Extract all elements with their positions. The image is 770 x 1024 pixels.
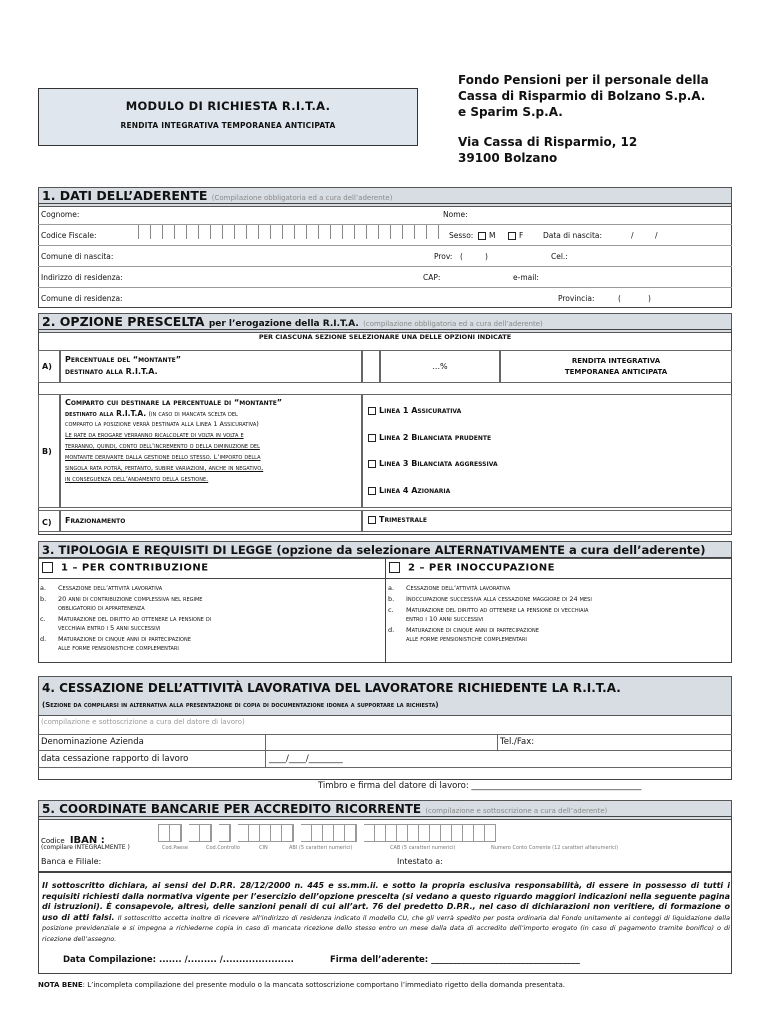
declaration-text <box>42 881 730 944</box>
iban-char-box[interactable] <box>238 824 249 842</box>
right-requirement-b <box>388 595 728 604</box>
fund-info <box>458 72 709 166</box>
left-requirement-key: d. <box>40 635 47 643</box>
trimestrale-label: Trimestrale <box>379 515 427 524</box>
row-a-spacer <box>362 350 380 383</box>
row-b-label: B) <box>42 447 52 456</box>
comune-residenza-row[interactable] <box>38 288 732 308</box>
iban-char-box[interactable] <box>271 824 282 842</box>
left-requirement-key: b. <box>40 595 47 603</box>
iban-group-gap <box>181 824 189 842</box>
linea2-option[interactable] <box>368 433 491 442</box>
contribuzione-requirements <box>40 584 380 655</box>
right-requirement-line2: entro i 10 anni successivi <box>406 615 484 623</box>
right-requirement-key: d. <box>388 626 395 634</box>
iban-group-gap <box>356 824 364 842</box>
iban-label: IBAN : <box>69 835 105 846</box>
comune-nascita-label: Comune di nascita: <box>41 252 114 261</box>
indirizzo-label: Indirizzo di residenza: <box>41 273 123 282</box>
right-requirement-line1: Cessazione dell’attività lavorativa <box>406 584 511 592</box>
row-b-text-cell <box>60 394 362 508</box>
section2-title-tail: per l’erogazione della R.I.T.A. <box>208 319 359 329</box>
row-a-text1: Percentuale del “montante” <box>65 355 182 364</box>
row-a-right1: RENDITA INTEGRATIVA <box>571 357 661 365</box>
row-c-label-cell <box>38 510 60 532</box>
left-requirement-line2: vecchiaia entro i 5 anni successivi <box>58 624 161 632</box>
row-a-label-cell <box>38 350 60 383</box>
percent-value: ...% <box>432 362 448 371</box>
sesso-f-checkbox[interactable] <box>508 232 516 240</box>
row-a-right2: TEMPORANEA ANTICIPATA <box>564 368 668 376</box>
row-b-text5: singola rata potrà, pertanto, subire variazioni, anche in negativo, <box>65 464 264 472</box>
cod-paese-caption: Cod.Paese <box>162 845 188 851</box>
left-requirement-d <box>40 635 380 653</box>
email-label: e-mail: <box>513 273 539 282</box>
right-requirement-line1: Maturazione del diritto ad ottenere la pensione di vecchiaia <box>406 606 589 614</box>
iban-char-box[interactable] <box>375 824 386 842</box>
right-requirement-c <box>388 606 728 624</box>
right-requirement-d <box>388 626 728 644</box>
sesso-f-option[interactable] <box>508 231 523 240</box>
iban-char-box[interactable] <box>189 824 200 842</box>
cel-label: Cel.: <box>551 252 568 261</box>
row-b-head1: Comparto cui destinare la percentuale di “montante” <box>65 398 283 407</box>
left-requirement-text <box>58 595 202 613</box>
firma-aderente[interactable]: Firma dell’aderente: ___________________________________ <box>330 955 580 965</box>
iban-char-box[interactable] <box>386 824 397 842</box>
iban-char-box[interactable] <box>397 824 408 842</box>
sesso-m-option[interactable] <box>478 231 495 240</box>
comune-nascita-row[interactable] <box>38 246 732 267</box>
right-requirement-text <box>406 626 539 644</box>
row-a-right-cell <box>500 350 732 383</box>
iban-char-box[interactable] <box>419 824 430 842</box>
left-requirement-line1: Maturazione di cinque anni di partecipazione <box>58 635 191 643</box>
indirizzo-row[interactable] <box>38 267 732 288</box>
intestato-label[interactable]: Intestato a: <box>397 857 443 866</box>
section4-header <box>38 676 732 716</box>
inoccupazione-label: 2 – PER INOCCUPAZIONE <box>408 562 555 574</box>
cognome-row[interactable] <box>38 205 732 225</box>
iban-char-box[interactable] <box>249 824 260 842</box>
form-subtitle: RENDITA INTEGRATIVA TEMPORANEA ANTICIPATA <box>120 121 336 130</box>
section3-title: 3. TIPOLOGIA E REQUISITI DI LEGGE (opzione da selezionare ALTERNATIVAMENTE a cura dell’aderente) <box>42 543 706 557</box>
section5-title: 5. COORDINATE BANCARIE PER ACCREDITO RICORRENTE <box>42 802 422 816</box>
form-title-box <box>38 88 418 146</box>
left-requirement-b <box>40 595 380 613</box>
iban-char-box[interactable] <box>219 824 230 842</box>
linea1-checkbox[interactable] <box>368 407 376 415</box>
inoccupazione-requirements <box>388 584 728 646</box>
nota-bene-text: : L’incompleta compilazione del presente modulo o la mancata sottoscrizione comportano l’immediato rigetto della domanda presentata. <box>82 981 566 989</box>
fund-address-line1: Via Cassa di Risparmio, 12 <box>458 135 638 149</box>
tel-fax-label: Tel./Fax: <box>500 737 535 747</box>
linea3-option[interactable] <box>368 459 498 468</box>
codice-label: Codice <box>41 837 65 845</box>
linea3-checkbox[interactable] <box>368 460 376 468</box>
row-b-text6: in conseguenza dell’andamento della gestione. <box>65 475 209 483</box>
provincia-paren-close: ) <box>648 294 651 303</box>
conto-caption: Numero Conto Corrente (12 caratteri alfanumerici) <box>491 845 619 851</box>
trimestrale-option[interactable] <box>368 515 427 524</box>
left-requirement-a <box>40 584 380 593</box>
left-requirement-line1: 20 anni di contribuzione complessiva nel regime <box>58 595 203 603</box>
data-compilazione[interactable]: Data Compilazione: ....... /......... /...................... <box>63 955 294 965</box>
linea4-checkbox[interactable] <box>368 487 376 495</box>
iban-char-box[interactable] <box>345 824 356 842</box>
sesso-f-label: F <box>519 231 524 240</box>
date-slash-2: / <box>655 231 658 240</box>
provincia-paren-open: ( <box>618 294 621 303</box>
linea1-label: Linea 1 Assicurativa <box>379 406 462 415</box>
data-cessazione-input[interactable]: ____/____/________ <box>269 754 343 764</box>
left-requirement-line2: alle forme pensionistiche complementari <box>58 644 179 652</box>
iban-char-box[interactable] <box>408 824 419 842</box>
iban-char-box[interactable] <box>452 824 463 842</box>
nome-label: Nome: <box>443 210 468 219</box>
row-b-label-cell <box>38 394 60 508</box>
left-requirement-line1: Maturazione del diritto ad ottenere la pensione di <box>58 615 212 623</box>
timbro-firma-datore[interactable]: Timbro e firma del datore di lavoro: ________________________________________ <box>318 781 642 791</box>
linea4-option[interactable] <box>368 486 450 495</box>
fund-address-line2: 39100 Bolzano <box>458 151 558 165</box>
row-b-text2: Le rate da erogare verranno ricalcolate di volta in volta e <box>65 431 244 439</box>
row-a-text-cell <box>60 350 362 383</box>
right-requirement-key: b. <box>388 595 395 603</box>
data-nascita-label: Data di nascita: <box>543 231 603 240</box>
cin-caption: CIN <box>259 845 268 851</box>
cod-controllo-caption: Cod.Controllo <box>206 845 240 851</box>
contribuzione-label: 1 – PER CONTRIBUZIONE <box>61 562 209 574</box>
iban-group-gap <box>230 824 238 842</box>
left-requirement-line1: Cessazione dell’attività lavorativa <box>58 584 163 592</box>
iban-char-box[interactable] <box>334 824 345 842</box>
iban-char-box[interactable] <box>441 824 452 842</box>
nota-bene-label: NOTA BENE <box>38 981 83 989</box>
section5-note: (compilazione e sottoscrizione a cura dell’aderente) <box>425 807 608 815</box>
fund-name-line1: Fondo Pensioni per il personale della <box>458 73 709 87</box>
codice-fiscale-row[interactable] <box>38 225 732 246</box>
iban-char-box[interactable] <box>474 824 485 842</box>
right-requirement-line1: Maturazione di cinque anni di partecipazione <box>406 626 539 634</box>
contribuzione-option[interactable] <box>38 557 385 579</box>
prov-paren-open: ( <box>460 252 463 261</box>
iban-char-box[interactable] <box>159 824 170 842</box>
linea2-checkbox[interactable] <box>368 434 376 442</box>
inoccupazione-option[interactable] <box>385 557 732 579</box>
linea1-option[interactable] <box>368 406 461 415</box>
row-c-text-cell <box>60 510 362 532</box>
declaration-p2: Il sottoscritto accetta inoltre di ricevere all’indirizzo di residenza indicato il modello CU, che gli verrà spedito per posta ordinaria dal Fondo unitamente ai conteggi di liquidazione della posizione previdenziale e si impegna a richiederne copia in caso di mancata ricezione dello stesso entro un mese dalla data di accredito dell’importo erogato (in caso di pagamento tramite bonifico) o di ricezione dell’assegno. <box>42 913 730 943</box>
iban-group-gap <box>211 824 219 842</box>
prov-label: Prov: <box>434 252 453 261</box>
row-a-label: A) <box>42 362 52 371</box>
section4-subtitle: (Sezione da compilarsi in alternativa alla presentazione di copia di documentazione idonea a supportare la richiesta) <box>42 701 439 709</box>
section1-note: (Compilazione obbligatoria ed a cura dell’aderente) <box>211 194 393 202</box>
left-requirement-text <box>58 615 211 633</box>
right-requirement-text <box>406 595 592 604</box>
section4-tel-divider <box>497 734 498 751</box>
cap-label: CAP: <box>423 273 441 282</box>
iban-char-box[interactable] <box>282 824 293 842</box>
percent-input[interactable] <box>380 350 500 383</box>
nota-bene <box>38 981 565 989</box>
left-requirement-text <box>58 584 162 593</box>
section2-instruction: PER CIASCUNA SEZIONE SELEZIONARE UNA DELLE OPZIONI INDICATE <box>258 333 512 341</box>
iban-input-boxes[interactable] <box>158 824 496 842</box>
left-requirement-key: a. <box>40 584 47 592</box>
row-b-text3: terranno, quindi, conto dell’incremento o della diminuzione del <box>65 442 260 450</box>
iban-char-box[interactable] <box>260 824 271 842</box>
cab-caption: CAB (5 caratteri numerici) <box>390 845 456 851</box>
iban-char-box[interactable] <box>430 824 441 842</box>
right-requirement-text <box>406 606 588 624</box>
right-requirement-key: c. <box>388 606 394 614</box>
comune-residenza-label: Comune di residenza: <box>41 294 123 303</box>
iban-char-box[interactable] <box>364 824 375 842</box>
iban-char-box[interactable] <box>485 824 496 842</box>
iban-char-box[interactable] <box>170 824 181 842</box>
row-c-text: Frazionamento <box>65 516 126 525</box>
linea3-label: Linea 3 Bilanciata aggressiva <box>379 459 498 468</box>
row-c-label: C) <box>42 518 52 527</box>
form-title: MODULO DI RICHIESTA R.I.T.A. <box>125 99 331 113</box>
iban-char-box[interactable] <box>463 824 474 842</box>
row-b-text4: montante derivante dalla gestione dello stesso. L’importo della <box>65 453 261 461</box>
linea2-label: Linea 2 Bilanciata prudente <box>379 433 492 442</box>
section1-title: 1. DATI DELL’ADERENTE <box>42 188 208 203</box>
prov-paren-close: ) <box>485 252 488 261</box>
right-requirement-a <box>388 584 728 593</box>
row-b-head2: destinato alla R.I.T.A. <box>65 409 147 418</box>
left-requirement-text <box>58 635 191 653</box>
provincia-label: Provincia: <box>558 294 595 303</box>
banca-filiale-label[interactable]: Banca e Filiale: <box>41 857 102 866</box>
trimestrale-checkbox[interactable] <box>368 516 376 524</box>
left-requirement-line2: obbligatorio di appartenenza <box>58 604 145 612</box>
codice-fiscale-label: Codice Fiscale: <box>41 231 97 240</box>
iban-char-box[interactable] <box>323 824 334 842</box>
right-requirement-line2: alle forme pensionistiche complementari <box>406 635 527 643</box>
contribuzione-checkbox[interactable] <box>42 562 53 573</box>
sesso-m-checkbox[interactable] <box>478 232 486 240</box>
denominazione-label: Denominazione Azienda <box>41 737 144 747</box>
cognome-label: Cognome: <box>41 210 80 219</box>
iban-group-gap <box>293 824 301 842</box>
row-b-text1: comparto la posizione verrà destinata alla Linea 1 Assicurativa) <box>65 420 259 428</box>
iban-char-box[interactable] <box>312 824 323 842</box>
iban-char-box[interactable] <box>200 824 211 842</box>
inoccupazione-checkbox[interactable] <box>389 562 400 573</box>
left-requirement-key: c. <box>40 615 46 623</box>
fund-name-line3: e Sparim S.p.A. <box>458 105 563 119</box>
codice-fiscale-boxes[interactable] <box>138 225 450 239</box>
row-b-head3: (in caso di mancata scelta del <box>148 410 238 418</box>
section4-title: 4. CESSAZIONE DELL’ATTIVITÀ LAVORATIVA DEL LAVORATORE RICHIEDENTE LA R.I.T.A. <box>42 681 621 695</box>
right-requirement-line1: Inoccupazione successiva alla cessazione maggiore di 24 mesi <box>406 595 592 603</box>
right-requirement-key: a. <box>388 584 395 592</box>
iban-char-box[interactable] <box>301 824 312 842</box>
date-slash-1: / <box>631 231 634 240</box>
data-cessazione-label: data cessazione rapporto di lavoro <box>41 754 189 764</box>
declaration-p1: Il sottoscritto dichiara, ai sensi del D.P.R. 28/12/2000 n. 445 e ss.mm.ii. e sotto la propria esclusiva responsabilità, di essere in possesso di tutti i requisiti richiesti dalla normativa vigente per l’esercizio dell’opzione prescelta (si vedano a questo riguardo maggiori indicazioni nella seguente pagina di istruzioni). È consapevole, altresì, delle sanzioni penali di cui all’art. 76 del predetto D.P.R., nel caso di dichiarazioni non veritiere, di formazione o uso di atti falsi. <box>42 881 730 922</box>
left-requirement-c <box>40 615 380 633</box>
sesso-label: Sesso: <box>449 231 474 240</box>
compilare-integralmente: (compilare INTEGRALMENTE ) <box>41 844 130 851</box>
section2-note: (compilazione obbligatoria ed a cura dell’aderente) <box>363 320 543 328</box>
section2-title: 2. OPZIONE PRESCELTA <box>42 314 205 329</box>
sesso-m-label: M <box>489 231 496 240</box>
right-requirement-text <box>406 584 510 593</box>
linea4-label: Linea 4 Azionaria <box>379 486 451 495</box>
row-a-text2: destinato alla R.I.T.A. <box>65 367 158 376</box>
fund-name-line2: Cassa di Risparmio di Bolzano S.p.A. <box>458 89 706 103</box>
section4-note: (compilazione e sottoscrizione a cura del datore di lavoro) <box>41 718 245 726</box>
abi-caption: ABI (5 caratteri numerici) <box>289 845 353 851</box>
